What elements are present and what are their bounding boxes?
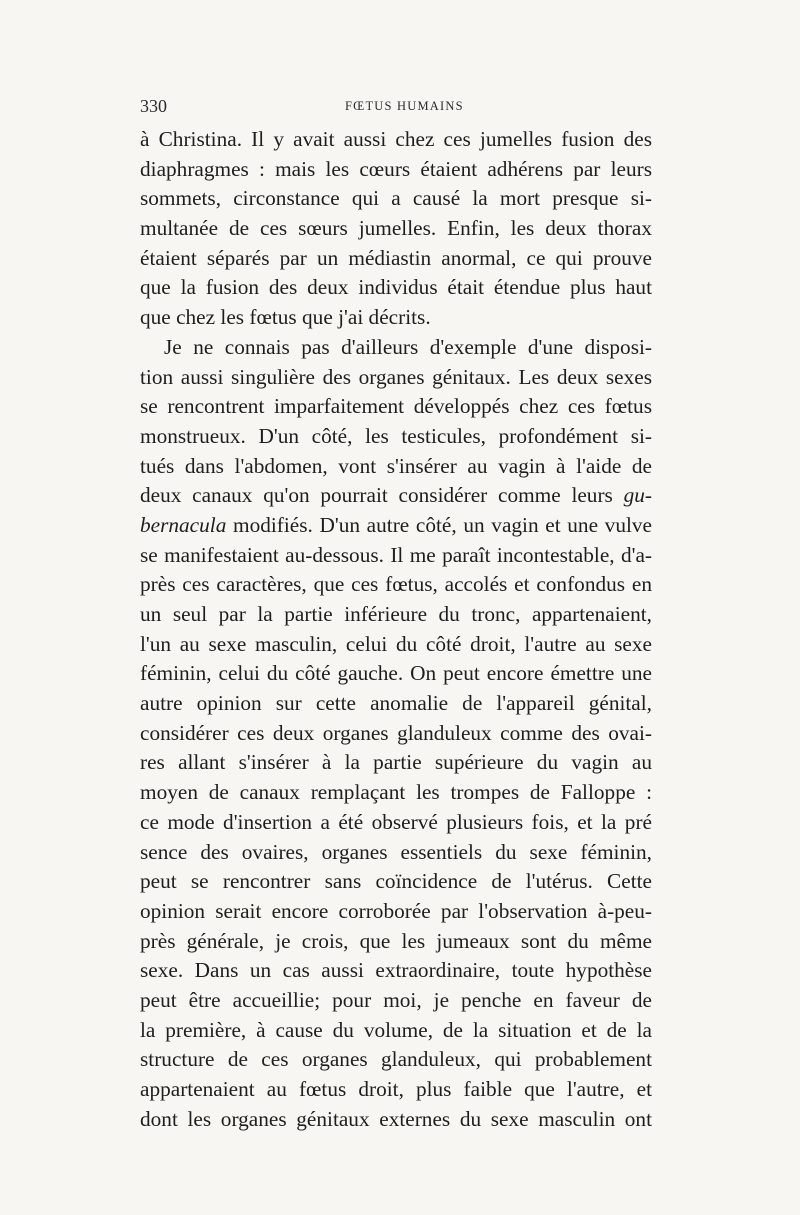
text-line: structure de ces organes glanduleux, qui probablement — [140, 1047, 652, 1072]
text-line: opinion serait encore corroborée par l'observation à-peu- — [140, 898, 652, 923]
text-line: se rencontrent imparfaitement développés chez ces fœtus — [140, 394, 652, 419]
text-line: sommets, circonstance qui a causé la mort presque si- — [140, 186, 652, 211]
italic-term: gu- — [623, 483, 652, 508]
text-line: deux canaux qu'on pourrait considérer comme leurs gu- — [140, 483, 652, 508]
text-line: sexe. Dans un cas aussi extraordinaire, toute hypothèse — [140, 958, 652, 983]
text-line: étaient séparés par un médiastin anormal, ce qui prouve — [140, 245, 652, 270]
page-number: 330 — [140, 96, 167, 116]
text-line: Je ne connais pas d'ailleurs d'exemple d'une disposi- — [164, 334, 652, 359]
text-line: la première, à cause du volume, de la situation et de la — [140, 1017, 652, 1042]
text-line: un seul par la partie inférieure du tronc, appartenaient, — [140, 602, 652, 626]
text-line: multanée de ces sœurs jumelles. Enfin, les deux thorax — [140, 216, 652, 241]
text-line: à Christina. Il y avait aussi chez ces jumelles fusion des — [140, 127, 652, 151]
text-line: tion aussi singulière des organes génitaux. Les deux sexes — [140, 364, 652, 389]
body-text — [140, 125, 652, 1134]
text-line: l'un au sexe masculin, celui du côté droit, l'autre au sexe — [140, 631, 652, 656]
text-line: près générale, je crois, que les jumeaux sont du même — [140, 928, 652, 953]
text-line: que la fusion des deux individus était étendue plus haut — [140, 275, 652, 300]
text-line: féminin, celui du côté gauche. On peut encore émettre une — [140, 661, 652, 686]
text-line: que chez les fœtus que j'ai décrits. — [140, 305, 431, 330]
text-line: près ces caractères, que ces fœtus, accolés et confondus en — [140, 572, 652, 597]
text-line: bernacula modifiés. D'un autre côté, un vagin et une vulve — [140, 512, 652, 537]
text-line: monstrueux. D'un côté, les testicules, profondément si- — [140, 423, 652, 448]
text-line: res allant s'insérer à la partie supérieure du vagin au — [140, 750, 652, 775]
text-line: diaphragmes : mais les cœurs étaient adhérens par leurs — [140, 156, 652, 181]
text-line: considérer ces deux organes glanduleux comme des ovai- — [140, 720, 652, 745]
page-header — [140, 96, 660, 120]
text-line: sence des ovaires, organes essentiels du sexe féminin, — [140, 839, 652, 864]
text-line: se manifestaient au-dessous. Il me paraît incontestable, d'a- — [140, 542, 652, 567]
text-line: appartenaient au fœtus droit, plus faible que l'autre, et — [140, 1077, 652, 1101]
text-line: tués dans l'abdomen, vont s'insérer au vagin à l'aide de — [140, 453, 652, 478]
text-line: moyen de canaux remplaçant les trompes de Falloppe : — [140, 780, 652, 805]
text-line: ce mode d'insertion a été observé plusieurs fois, et la pré — [140, 809, 652, 834]
running-head: FŒTUS HUMAINS — [345, 99, 464, 113]
text-line: peut être accueillie; pour moi, je penche en faveur de — [140, 987, 652, 1012]
text-line: dont les organes génitaux externes du sexe masculin ont — [140, 1106, 652, 1131]
italic-term: bernacula — [140, 512, 227, 537]
text-line: peut se rencontrer sans coïncidence de l'utérus. Cette — [140, 869, 652, 894]
text-line: autre opinion sur cette anomalie de l'appareil génital, — [140, 691, 652, 716]
